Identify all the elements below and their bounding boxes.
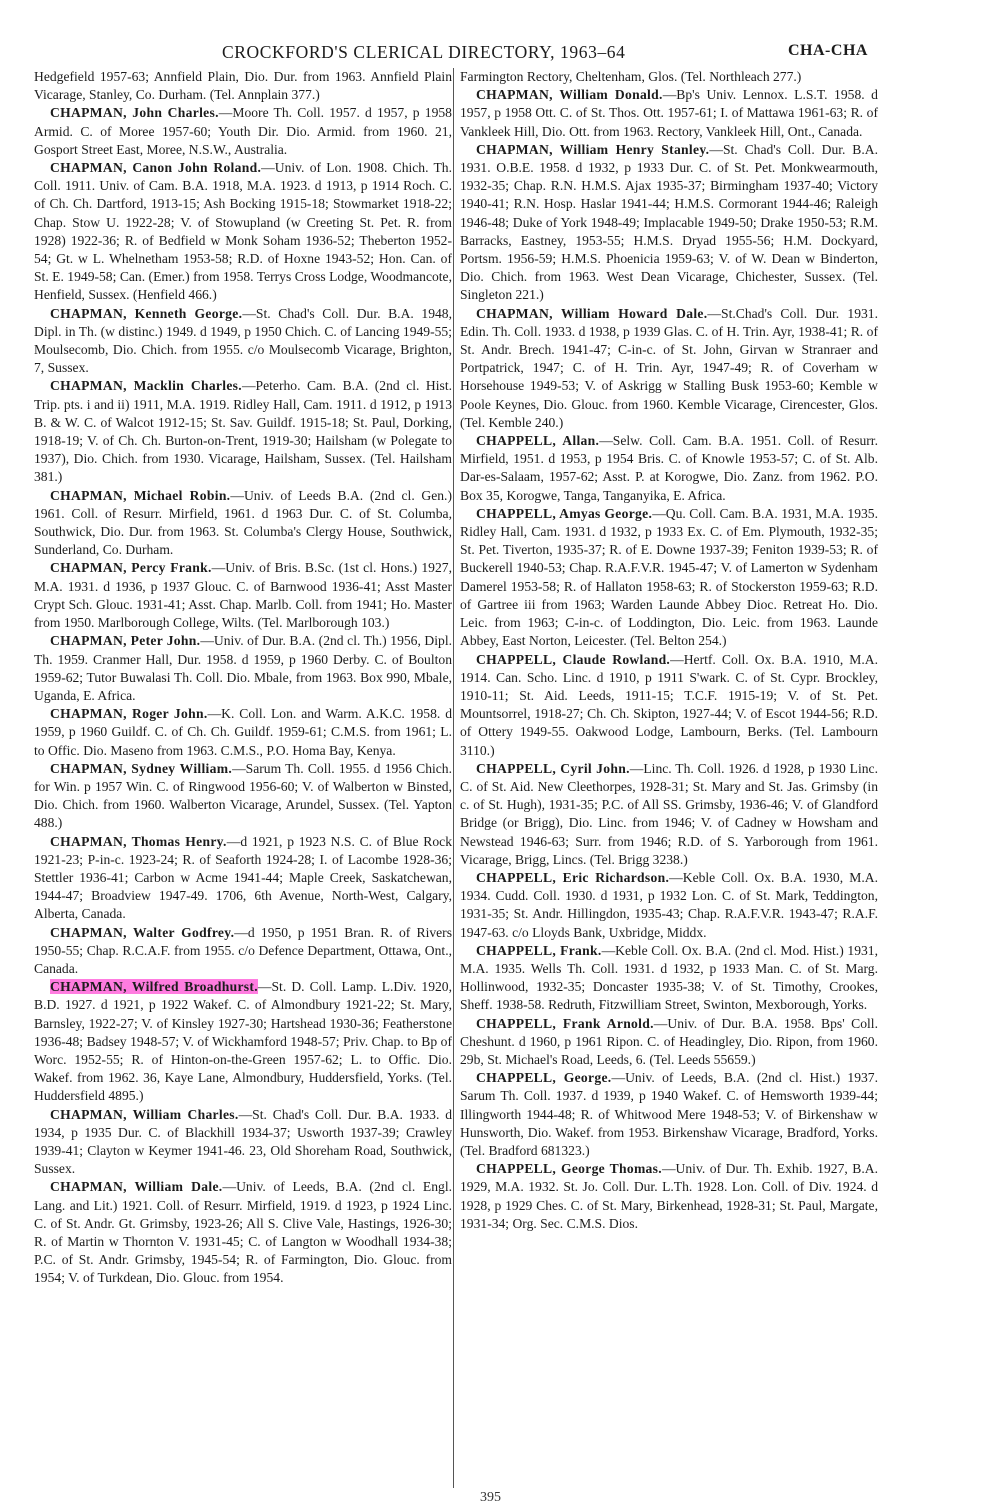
directory-entry [34, 305, 452, 378]
entry-name: CHAPPELL, Amyas George. [476, 505, 653, 521]
page-header [0, 42, 981, 66]
directory-entry [460, 1069, 878, 1160]
directory-entry [34, 924, 452, 979]
entry-text: —Keble Coll. Ox. B.A. 1930, M.A. 1934. Cudd. Coll. 1930. d 1931, p 1932 Lon. C. of St. Mark, Teddington, 1931-35; St. Andr. Hillingdon, 1935-43; Chap. R.A.F.V.R. 1943-47; R.A.F. 1947-63. c/o Lloyds Bank, Uxbridge, Middx. [460, 869, 879, 940]
entry-text: —Hertf. Coll. Ox. B.A. 1910, M.A. 1914. Can. Scho. Linc. d 1910, p 1911 S'wark. C. of St. Cypr. Brockley, 1910-11; St. Aid. Leeds, 1911-15; T.C.F. 1915-19; V. of St. Pet. Mountsorrel, 1918-27; Ch. Ch. Skipton, 1927-44; V. of Escot 1944-56; R.D. of Ottery 1949-55. Oakwood Lodge, Lambourn, Berks. (Tel. Lambourn 3110.) [460, 651, 878, 758]
entry-text: —Univ. of Leeds B.A. (2nd cl. Gen.) 1961. Coll. of Resurr. Mirfield, 1961. d 1963 Dur. C. of St. Columba, Southwick, Dio. Dur. from 1963. St. Columba's Clergy House, Southwick, Sunderland, Co. Durham. [34, 487, 452, 558]
directory-entry [34, 377, 452, 486]
entry-text: —Univ. of Dur. B.A. 1958. Bps' Coll. Cheshunt. d 1960, p 1961 Ripon. C. of Headingley, Dio. Ripon, from 1960. 29b, St. Michael's Road, Leeds, 6. (Tel. Leeds 55659.) [460, 1015, 878, 1067]
entry-name: CHAPPELL, Frank Arnold. [476, 1015, 654, 1031]
entry-text: Farmington Rectory, Cheltenham, Glos. (Tel. Northleach 277.) [460, 69, 802, 84]
entry-name: CHAPPELL, George Thomas. [476, 1161, 662, 1177]
entry-name: CHAPMAN, William Charles. [50, 1106, 239, 1122]
directory-entry [460, 760, 878, 869]
entry-name: CHAPMAN, Sydney William. [50, 760, 233, 776]
entry-text: —Linc. Th. Coll. 1926. d 1928, p 1930 Linc. C. of St. Aid. New Cleethorpes, 1928-31; St. Mary and St. Jas. Grimsby (in c. of St. Hugh), 1931-35; P.C. of All SS. Grimsby, 1936-46; V. of Glandford Bridge (or Brigg), Dio. Linc. from 1946; V. of Cadney w Howsham and Newstead 1946-63; Surr. from 1946; R.D. of S. Yarborough from 1961. Vicarage, Brigg, Lincs. (Tel. Brigg 3238.) [460, 760, 878, 867]
entry-name: CHAPMAN, John Charles. [50, 105, 219, 121]
right-column [460, 68, 878, 1233]
entry-name: CHAPMAN, Michael Robin. [50, 487, 231, 503]
directory-entry [460, 432, 878, 505]
entry-name: CHAPMAN, Peter John. [50, 633, 201, 649]
directory-entry [460, 305, 878, 432]
directory-entry [460, 651, 878, 760]
entry-name: CHAPMAN, William Henry Stanley. [476, 141, 710, 157]
entry-text: —Univ. of Leeds, B.A. (2nd cl. Engl. Lang. and Lit.) 1921. Coll. of Resurr. Mirfield, 1919. d 1923, p 1924 Linc. C. of St. Andr. Gt. Grimsby, 1923-26; All S. Clive Vale, Hastings, 1926-30; R. of Martin w Thornton V. 1931-45; C. of Langton w Woodhall 1934-38; P.C. of St. Andr. Grimsby, 1945-54; R. of Farmington, Dio. Glouc. from 1954; V. of Turkdean, Dio. Glouc. from 1954. [34, 1179, 452, 1286]
entry-name: CHAPMAN, William Howard Dale. [476, 305, 708, 321]
entry-text: —d 1950, p 1951 Bran. R. of Rivers 1950-55; Chap. R.C.A.F. from 1955. c/o Defence Department, Ottawa, Ont., Canada. [34, 924, 452, 976]
directory-entry [34, 760, 452, 833]
entry-text: —St.Chad's Coll. Dur. 1931. Edin. Th. Coll. 1933. d 1938, p 1939 Glas. C. of H. Trin. Ayr, 1938-41; R. of St. Andr. Brech. 1941-47; C-in-c. of St. John, Girvan w Stranraer and Portpatrick, 1947; C. of H. Trin. Ayr, 1947-49; R. of Coverham w Horsehouse 1949-53; V. of Askrigg w Stalling Busk 1953-60; Kemble w Poole Keynes, Dio. Glouc. from 1960. Kemble Vicarage, Cirencester, Glos. (Tel. Kemble 240.) [460, 305, 878, 430]
entry-text: —Univ. of Dur. Th. Exhib. 1927, B.A. 1929, M.A. 1932. St. Jo. Coll. Dur. L.Th. 1928. Lon. Coll. of Div. 1924. d 1928, p 1929 Ches. C. of St. Mary, Birkenhead, 1928-31; St. Paul, Margate, 1931-34; Org. Sec. C.M.S. Dios. [460, 1161, 878, 1231]
directory-entry [34, 1106, 452, 1179]
entry-name: CHAPMAN, Percy Frank. [50, 560, 212, 576]
entry-text: Hedgefield 1957-63; Annfield Plain, Dio. Dur. from 1963. Annfield Plain Vicarage, Stanley, Co. Durham. (Tel. Annplain 377.) [34, 69, 452, 103]
entry-text: —K. Coll. Lon. and Warm. A.K.C. 1958. d 1959, p 1960 Guildf. C. of Ch. Ch. Guildf. 1959-61; C.M.S. from 1961; L. to Offic. Dio. Maseno from 1963. C.M.S., P.O. Homa Bay, Kenya. [34, 706, 453, 758]
entry-name: CHAPMAN, Macklin Charles. [50, 378, 242, 394]
entry-text: —St. D. Coll. Lamp. L.Div. 1920, B.D. 1927. d 1921, p 1922 Wakef. C. of Almondbury 1921-22; St. Mary, Barnsley, 1922-27; V. of Kinsley 1927-30; Hartshead 1930-36; Featherstone 1936-48; Badsey 1948-57; V. of Wickhamford 1948-57; Priv. Chap. to Bp of Worc. 1952-55; R. of Hinton-on-the-Green 1957-62; L. to Offic. Dio. Wakef. from 1962. 36, Kaye Lane, Almondbury, Huddersfield, Yorks. (Tel. Huddersfield 4895.) [34, 979, 453, 1104]
directory-entry [34, 632, 452, 705]
entry-name: CHAPMAN, Roger John. [50, 706, 208, 722]
entry-text: —Selw. Coll. Cam. B.A. 1951. Coll. of Resurr. Mirfield, 1951. d 1953, p 1954 Bris. C. of Knowle 1953-57; C. of St. Alb. Dar-es-Salaam, 1957-62; Asst. P. at Korogwe, Dio. Zanz. from 1962. P.O. Box 35, Korogwe, Tanga, Tanganyika, E. Africa. [460, 433, 878, 503]
directory-entry [34, 705, 452, 760]
directory-entry [34, 978, 452, 1105]
entry-text: —Bp's Univ. Lennox. L.S.T. 1958. d 1957, p 1958 Ott. C. of St. Thos. Ott. 1957-61; I. of Mattawa 1961-63; R. of Vankleek Hill, Dio. Ott. from 1963. Rectory, Vankleek Hill, Ont., Canada. [460, 87, 878, 139]
directory-entry [460, 86, 878, 141]
left-column [34, 68, 452, 1288]
directory-entry [34, 1178, 452, 1287]
entry-text: —Keble Coll. Ox. B.A. (2nd cl. Mod. Hist.) 1931, M.A. 1935. Wells Th. Coll. 1931. d 1932, p 1933 Man. C. of St. Marg. Hollinwood, 1932-35; Doncaster 1935-38; V. of St. Timothy, Crookes, Sheff. 1938-58. Redruth, Fitzwilliam Street, Swinton, Mexborough, Yorks. [460, 942, 878, 1013]
directory-title: CROCKFORD'S CLERICAL DIRECTORY, 1963–64 [222, 42, 626, 62]
entry-text: —St. Chad's Coll. Dur. B.A. 1933. d 1934, p 1935 Dur. C. of Blackhill 1934-37; Usworth 1937-39; Crawley 1939-41; Clayton w Keymer 1941-46. 23, Old Shoreham Road, Southwick, Sussex. [34, 1106, 452, 1177]
entry-name: CHAPMAN, William Dale. [50, 1179, 223, 1195]
entry-name: CHAPPELL, Allan. [476, 433, 600, 449]
entry-text: —Peterho. Cam. B.A. (2nd cl. Hist. Trip. pts. i and ii) 1911, M.A. 1919. Ridley Hall, Cam. 1911. d 1912, p 1913 B. & W. C. of Walcot 1912-15; St. Sav. Guildf. 1915-18; St. Paul, Dorking, 1918-19; V. of Ch. Ch. Burton-on-Trent, 1919-30; Hailsham (w Polegate to 1937), Dio. Chich. from 1930. Vicarage, Hailsham, Sussex. (Tel. Hailsham 381.) [34, 378, 452, 485]
entry-text: —d 1921, p 1923 N.S. C. of Blue Rock 1921-23; P-in-c. 1923-24; R. of Seaforth 1924-28; I. of Lacombe 1928-36; Stettler 1936-41; Carbon w Acme 1941-44; Maple Creek, Saskatchewan, 1944-47; Broadview 1947-49. 1706, 6th Avenue, North-West, Calgary, Alberta, Canada. [34, 833, 452, 922]
entry-text: —Qu. Coll. Cam. B.A. 1931, M.A. 1935. Ridley Hall, Cam. 1931. d 1932, p 1933 Ex. C. of Em. Plymouth, 1932-35; St. Pet. Tiverton, 1935-37; R. of E. Downe 1937-39; Feniton 1939-53; R. of Buckerell 1940-53; Chap. R.A.F.V.R. 1945-47; V. of Lamerton w Sydenham Damerel 1953-58; R. of Hallaton 1958-63; R. of Stockerston 1959-63; R.D. of Gartree iii from 1963; Warden Launde Abbey Dioc. Retreat Ho. Dio. Leic. from 1963; C-in-c. of Loddington, Dio. Leic. from 1963. Launde Abbey, East Norton, Leicester. (Tel. Belton 254.) [460, 505, 878, 649]
entry-name: CHAPPELL, Claude Rowland. [476, 651, 671, 667]
directory-entry [460, 505, 878, 651]
directory-entry [460, 1015, 878, 1070]
entry-name: CHAPPELL, Frank. [476, 942, 602, 958]
entry-text: —St. Chad's Coll. Dur. B.A. 1948, Dipl. in Th. (w distinc.) 1949. d 1949, p 1950 Chich. C. of Lancing 1949-55; Moulsecomb, Dio. Chich. from 1955. c/o Moulsecomb Vicarage, Brighton, 7, Sussex. [34, 305, 452, 376]
directory-entry [34, 68, 452, 104]
column-divider [453, 68, 454, 1488]
directory-entry [460, 1160, 878, 1233]
entry-range: CHA-CHA [788, 42, 868, 59]
entry-name: CHAPMAN, Thomas Henry. [50, 833, 227, 849]
entry-text: —Univ. of Bris. B.Sc. (1st cl. Hons.) 1927, M.A. 1931. d 1936, p 1937 Glouc. C. of Barnwood 1936-41; Asst Master Crypt Sch. Glouc. 1931-41; Asst. Chap. Marlb. Coll. from 1941; Ho. Master from 1950. Marlborough College, Wilts. (Tel. Marlborough 103.) [34, 560, 452, 631]
page-number: 395 [480, 1490, 501, 1505]
entry-name: CHAPPELL, George. [476, 1070, 612, 1086]
entry-name: CHAPMAN, Wilfred Broadhurst. [50, 979, 258, 995]
entry-text: —Univ. of Leeds, B.A. (2nd cl. Hist.) 1937. Sarum Th. Coll. 1937. d 1939, p 1940 Wakef. C. of Hemsworth 1939-44; Illingworth 1944-48; R. of Whitwood Mere 1948-53; V. of Birkenshaw w Hunsworth, Dio. Wakef. from 1953. Birkenshaw Vicarage, Bradford, Yorks. (Tel. Bradford 681323.) [460, 1070, 878, 1158]
entry-name: CHAPMAN, William Donald. [476, 87, 663, 103]
entry-text: —Moore Th. Coll. 1957. d 1957, p 1958 Armid. C. of Moree 1957-60; Youth Dir. Dio. Armid. from 1960. 21, Gosport Street East, Moree, N.S.W., Australia. [34, 105, 452, 157]
directory-entry [460, 141, 878, 305]
entry-name: CHAPMAN, Walter Godfrey. [50, 924, 235, 940]
entry-text: —Univ. of Dur. B.A. (2nd cl. Th.) 1956, Dipl. Th. 1959. Cranmer Hall, Dur. 1958. d 1959, p 1960 Derby. C. of Boulton 1959-62; Tutor Buwalasi Th. Coll. Dio. Mbale, from 1963. Box 990, Mbale, Uganda, E. Africa. [34, 633, 452, 703]
entry-name: CHAPMAN, Canon John Roland. [50, 160, 262, 176]
directory-entry [460, 68, 878, 86]
entry-name: CHAPPELL, Eric Richardson. [476, 869, 670, 885]
entry-text: —Sarum Th. Coll. 1955. d 1956 Chich. for Win. p 1957 Win. C. of Ringwood 1956-60; V. of Walberton w Binsted, Dio. Chich. from 1960. Walberton Vicarage, Arundel, Sussex. (Tel. Yapton 488.) [34, 760, 452, 831]
directory-entry [34, 559, 452, 632]
entry-text: —Univ. of Lon. 1908. Chich. Th. Coll. 1911. Univ. of Cam. B.A. 1918, M.A. 1923. d 1913, p 1914 Roch. C. of Ch. Ch. Dartford, 1913-15; Ash Bocking 1915-18; Stowmarket 1918-22; Chap. Stow U. 1922-28; V. of Stowupland (w Creeting St. Pet. R. from 1928) 1922-36; R. of Bedfield w Monk Soham 1936-52; Theberton 1952-54; Gt. w L. Whelnetham 1953-58; R.D. of Hoxne 1943-52; Hon. Can. of St. E. 1949-58; Can. (Emer.) from 1958. Terrys Cross Lodge, Woodmancote, Henfield, Sussex. (Henfield 466.) [34, 160, 452, 303]
directory-entry [460, 869, 878, 942]
entry-name: CHAPMAN, Kenneth George. [50, 305, 243, 321]
directory-entry [34, 104, 452, 159]
directory-entry [34, 159, 452, 305]
directory-entry [460, 942, 878, 1015]
directory-entry [34, 833, 452, 924]
entry-name: CHAPPELL, Cyril John. [476, 760, 630, 776]
directory-entry [34, 487, 452, 560]
entry-text: —St. Chad's Coll. Dur. B.A. 1931. O.B.E. 1958. d 1932, p 1933 Dur. C. of St. Pet. Monkwearmouth, 1932-35; Chap. R.N. H.M.S. Ajax 1935-37; Birmingham 1937-40; Victory 1940-41; R.N. Hosp. Haslar 1941-44; H.M.S. Cormorant 1944-46; Raleigh 1946-48; Duke of York 1948-49; Implacable 1949-50; Drake 1950-53; R.M. Barracks, Eastney, 1953-55; H.M.S. Dryad 1955-56; H.M. Dockyard, Portsm. 1956-59; H.M.S. Phoenicia 1959-63; V. of W. Dean w Binderton, Dio. Chich. from 1963. West Dean Vicarage, Chichester, Sussex. (Tel. Singleton 221.) [460, 141, 878, 303]
